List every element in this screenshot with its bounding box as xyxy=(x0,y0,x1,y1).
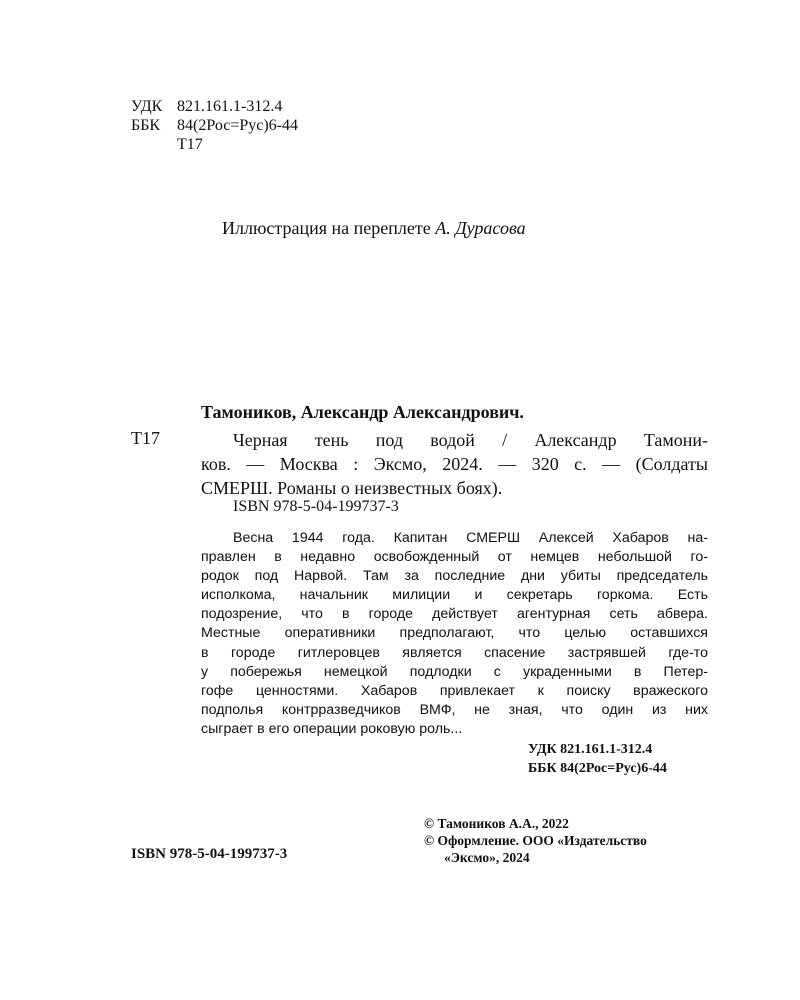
annotation-line: Весна 1944 года. Капитан СМЕРШ Алексей Хабаров на- xyxy=(233,530,708,546)
bbk-row xyxy=(131,116,298,135)
udk-code: 821.161.1-312.4 xyxy=(177,98,283,115)
isbn-record: ISBN 978-5-04-199737-3 xyxy=(233,498,399,515)
copyright-author: © Тамоников А.А., 2022 xyxy=(424,816,569,831)
title-line: Черная тень под водой / Александр Тамони- xyxy=(233,430,708,450)
isbn-bottom: ISBN 978-5-04-199737-3 xyxy=(131,846,288,862)
title-line: СМЕРШ. Романы о неизвестных боях). xyxy=(201,478,503,498)
annotation xyxy=(201,529,708,739)
author-sign-top: Т17 xyxy=(177,136,203,153)
classification-codes xyxy=(528,740,667,778)
annotation-line: у побережья немецкой подлодки с украденными в Петер- xyxy=(201,663,708,680)
title-line: ков. — Москва : Эксмо, 2024. — 320 с. — (Солдаты xyxy=(201,454,708,474)
illustration-text: Иллюстрация на переплете xyxy=(222,218,436,238)
copyright-block xyxy=(424,815,647,866)
annotation-line: подполья контрразведчиков ВМФ, не зная, что один из них xyxy=(201,701,708,718)
illustration-credit xyxy=(222,218,526,239)
bbk-code: 84(2Рос=Рус)6-44 xyxy=(177,117,299,134)
annotation-line: в городе гитлеровцев является спасение застрявшей где-то xyxy=(201,644,708,661)
annotation-line: Местные оперативники предполагают, что целью оставшихся xyxy=(201,625,708,642)
udk-line: УДК 821.161.1-312.4 xyxy=(528,742,653,757)
annotation-line: исполкома, начальник милиции и секретарь горкома. Есть xyxy=(201,587,708,604)
classification-block xyxy=(131,97,298,154)
copyright-design-cont: «Эксмо», 2024 xyxy=(444,850,530,865)
annotation-line: правлен в недавно освобожденный от немцев небольшой го- xyxy=(201,549,708,566)
udk-label: УДК xyxy=(131,98,163,115)
annotation-line: подозрение, что в городе действует агентурная сеть абвера. xyxy=(201,606,708,623)
annotation-line: родок под Нарвой. Там за последние дни убиты председатель xyxy=(201,568,708,585)
title-description xyxy=(201,428,708,500)
udk-row xyxy=(131,97,298,116)
copyright-design: © Оформление. ООО «Издательство xyxy=(424,833,647,848)
bbk-line: ББК 84(2Рос=Рус)6-44 xyxy=(528,761,667,776)
illustration-artist: А. Дурасова xyxy=(435,218,526,238)
annotation-line: гофе ценностями. Хабаров привлекает к поиску вражеского xyxy=(201,682,708,699)
author-sign: Т17 xyxy=(131,428,160,448)
author-heading: Тамоников, Александр Александрович. xyxy=(201,402,524,422)
bbk-label: ББК xyxy=(131,117,161,134)
annotation-line: сыграет в его операции роковую роль... xyxy=(201,720,463,737)
